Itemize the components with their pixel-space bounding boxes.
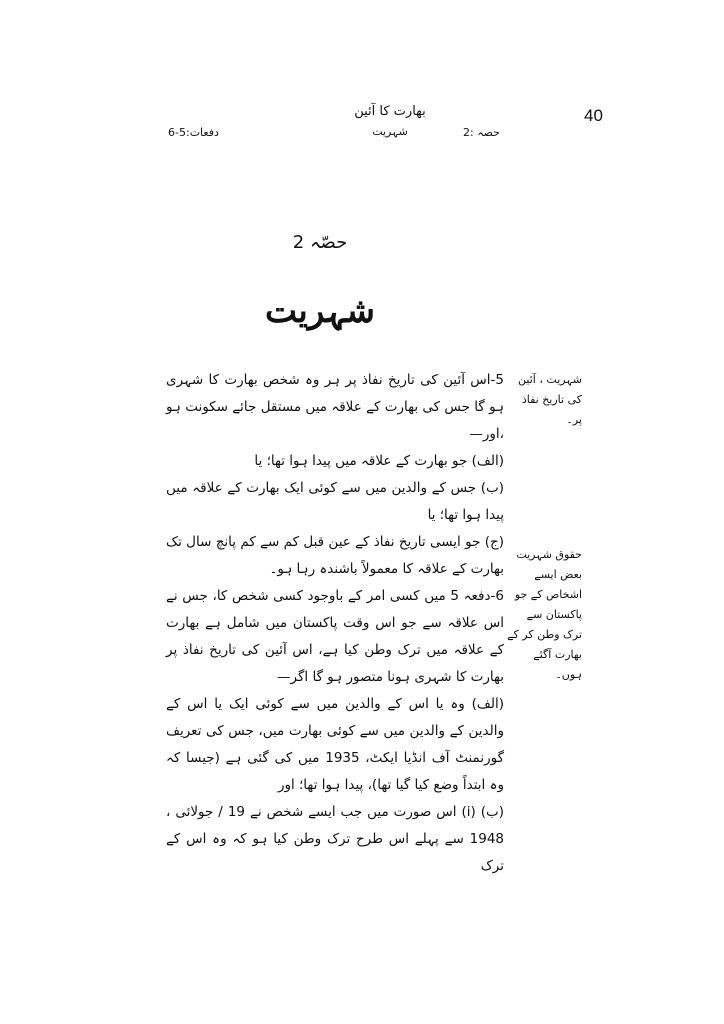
clause-6a: (الف) وہ یا اس کے والدین میں سے کوئی ایک یا اس کے والدین کے والدین میں سے کوئی بھارت میں، جس کی تعریف گورنمنٹ آف انڈیا ایکٹ، 1935 میں کی گئی ہے (جیسا کہ وہ ابتداً وضع کیا گیا تھا)، پیدا ہوا تھا؛ اور	[166, 696, 505, 793]
body-text	[166, 367, 504, 880]
clause-6b: (ب) (i) اس صورت میں جب ایسے شخص نے 19 / جولائی ، 1948 سے پہلے اس طرح ترک وطن کیا ہو کہ وہ اس کے ترک	[166, 804, 504, 874]
running-title: بھارت کا آئین	[354, 104, 426, 119]
article-5-paragraph: 5-اس آئین کی تاریخ نفاذ پر ہر وہ شخص بھارت کا شہری ہو گا جس کی بھارت کے علاقہ میں مستقل جائے سکونت ہو ،اور—	[166, 372, 504, 442]
clause-5b: (ب) جس کے والدین میں سے کوئی ایک بھارت کے علاقہ میں پیدا ہوا تھا؛ یا	[166, 480, 504, 523]
running-subtitle: شہریت	[372, 125, 408, 138]
clause-5a: (الف) جو بھارت کے علاقہ میں پیدا ہوا تھا؛ یا	[254, 453, 504, 469]
running-sections-label: دفعات:5-6	[168, 126, 219, 139]
margin-note-citizenship: شہریت ، آئین کی تاریخ نفاذ پر۔	[518, 373, 582, 426]
running-part-label: حصہ :2	[463, 126, 500, 139]
part-heading: حصّہ 2	[292, 232, 348, 253]
margin-note-migrants: حقوق شہریت بعض ایسے اشخاص کے جو پاکستان سے ترک وطن کر کے بھارت آگئے ہوں۔	[507, 548, 582, 681]
clause-5c: (ج) جو ایسی تاریخ نفاذ کے عین قبل کم سے کم پانچ سال تک بھارت کے علاقہ کا معمولاً باشندہ رہا ہو۔	[166, 534, 504, 577]
page-number: 40	[584, 106, 603, 125]
part-title: شہریت	[264, 291, 376, 331]
article-6-paragraph: 6-دفعہ 5 میں کسی امر کے باوجود کسی شخص کا، جس نے اس علاقہ سے جو اس وقت پاکستان میں شامل ہے بھارت کے علاقہ میں ترک وطن کیا ہے، اس آئین کی تاریخ نفاذ پر بھارت کا شہری ہونا متصور ہو گا اگر—	[166, 588, 504, 685]
